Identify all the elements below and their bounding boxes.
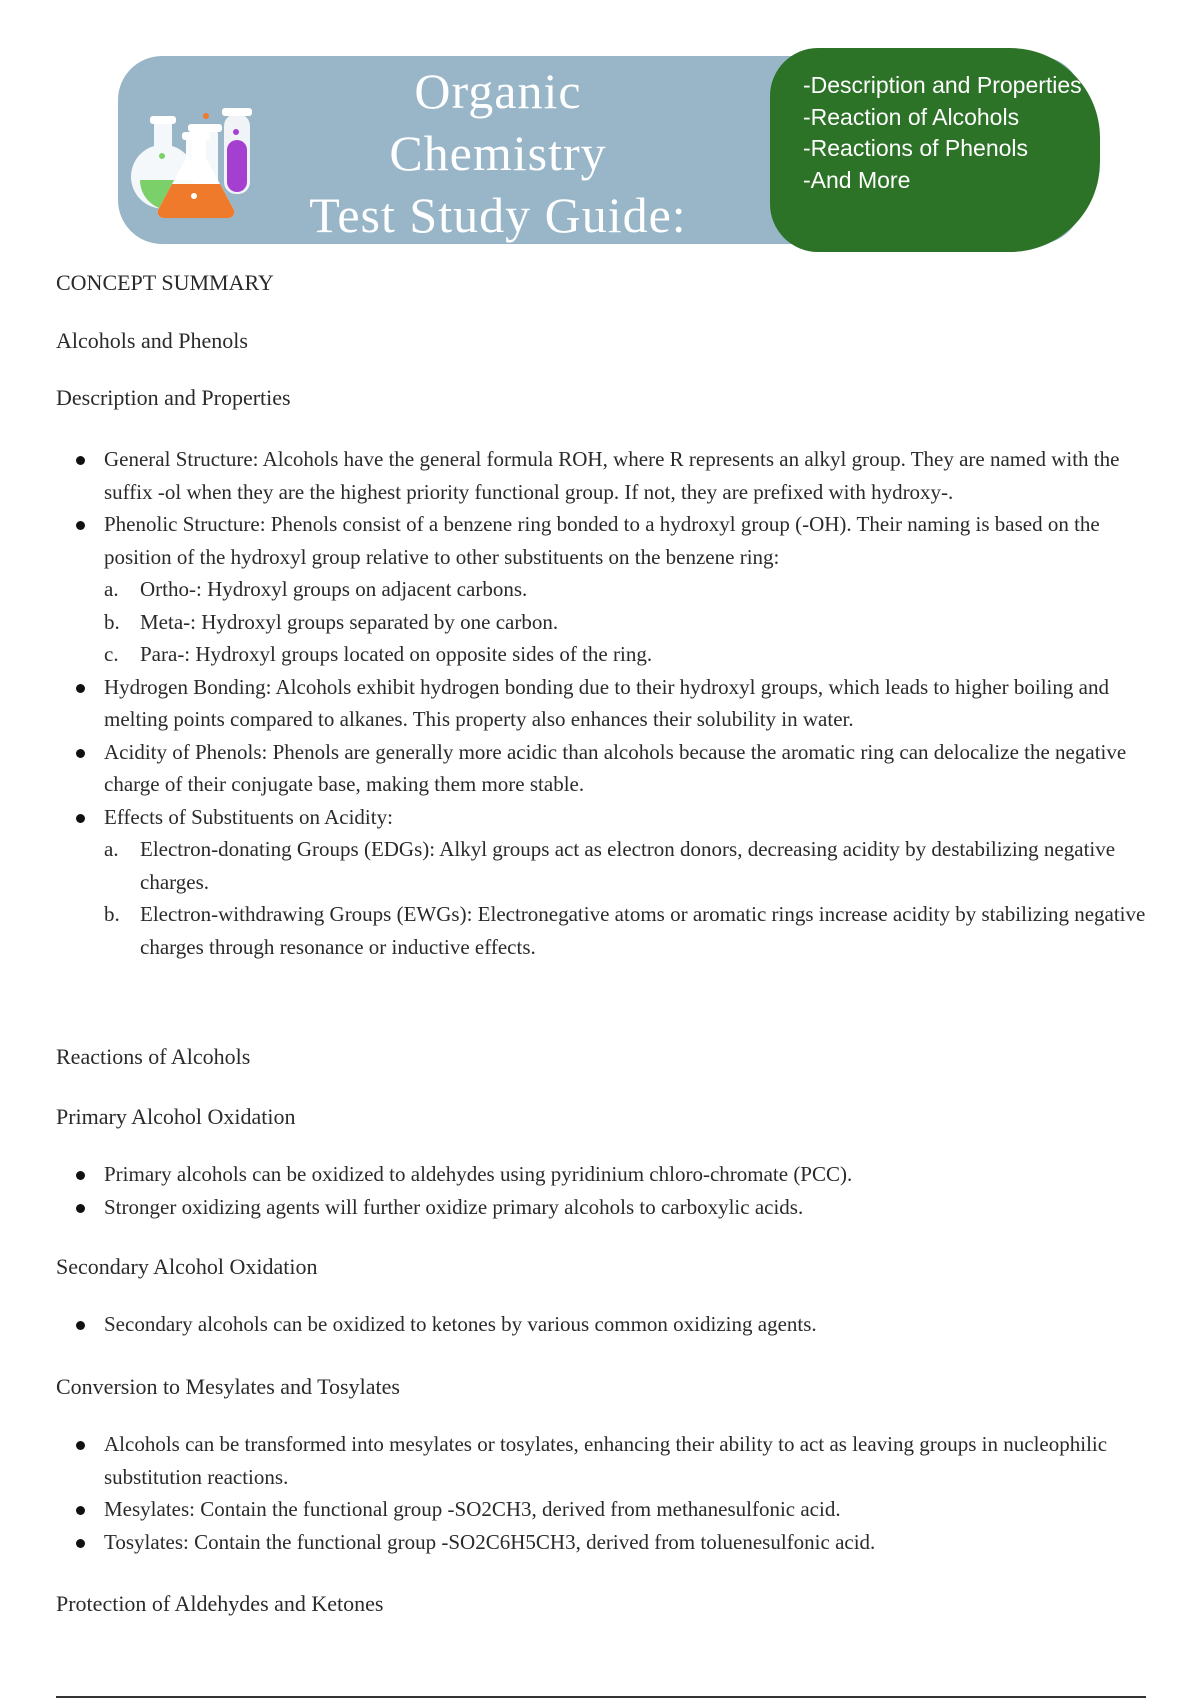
primary-list	[56, 1158, 1146, 1223]
secondary-text: Secondary alcohols can be oxidized to ketones by various common oxidizing agents.	[104, 1312, 817, 1336]
sub-marker: b.	[104, 609, 120, 634]
phenolic-sublist	[104, 573, 1146, 671]
description-properties-heading: Description and Properties	[56, 385, 291, 410]
sub-marker: c.	[104, 642, 119, 666]
sub-marker: a.	[104, 837, 119, 861]
sub-item	[104, 573, 1146, 606]
concept-summary-heading: CONCEPT SUMMARY	[56, 270, 274, 295]
effects-text: Effects of Substituents on Acidity:	[104, 804, 393, 829]
list-item	[56, 1191, 1146, 1224]
bottom-divider	[56, 1696, 1146, 1698]
title-topic: Alcohols	[460, 250, 649, 307]
sub-text: Para-: Hydroxyl groups located on opposite sides of the ring.	[140, 642, 653, 666]
sub-item	[104, 606, 1146, 639]
alcohols-phenols-heading: Alcohols and Phenols	[56, 328, 248, 353]
sub-text: Ortho-: Hydroxyl groups on adjacent carbons.	[140, 577, 528, 601]
sub-text: Meta-: Hydroxyl groups separated by one carbon.	[140, 609, 559, 634]
protection-heading: Protection of Aldehydes and Ketones	[56, 1591, 384, 1616]
list-item	[56, 1428, 1146, 1493]
topic-item: -Reactions of Phenols	[803, 135, 1029, 161]
title-line-2: Test Study Guide:	[309, 187, 687, 243]
title-line-3	[308, 246, 688, 312]
primary-oxidation-heading: Primary Alcohol Oxidation	[56, 1104, 296, 1129]
title-chapter: Ch.5	[347, 250, 461, 307]
list-item	[56, 801, 1146, 964]
sub-text: Electron-withdrawing Groups (EWGs): Electronegative atoms or aromatic rings increase acidity by stabilizing negative charges through resonance or inductive effects.	[140, 902, 1146, 959]
topic-item: -Reaction of Alcohols	[803, 103, 1020, 130]
secondary-oxidation-heading: Secondary Alcohol Oxidation	[56, 1254, 318, 1279]
mesylates-tosylates-heading: Conversion to Mesylates and Tosylates	[56, 1374, 400, 1399]
mesylates-list	[56, 1428, 1146, 1558]
topic-item: -Description and Properties	[803, 72, 1082, 98]
sub-item	[104, 898, 1146, 963]
hydrogen-bonding-text: Hydrogen Bonding: Alcohols exhibit hydrogen bonding due to their hydroxyl groups, which leads to higher boiling and melting points compared to alkanes. This property also enhances their solubility in water.	[104, 674, 1109, 731]
list-item	[56, 1493, 1146, 1526]
banner-title	[308, 60, 688, 312]
general-structure-text: General Structure: Alcohols have the general formula ROH, where R represents an alkyl group. They are named with the suffix -ol when they are the highest priority functional group. If not, they are prefixed with hydroxy-.	[104, 447, 1120, 504]
list-item	[56, 443, 1146, 508]
mesylates-text: Alcohols can be transformed into mesylates or tosylates, enhancing their ability to act as leaving groups in nucleophilic substitution reactions.	[104, 1432, 1108, 1489]
phenolic-structure-text: Phenolic Structure: Phenols consist of a benzene ring bonded to a hydroxyl group (-OH). Their naming is based on the position of the hydroxyl group relative to other substituents on the benzene ring:	[104, 512, 1100, 569]
primary-text: Primary alcohols can be oxidized to aldehydes using pyridinium chloro-chromate (PCC).	[104, 1162, 853, 1186]
list-item	[56, 1158, 1146, 1191]
list-item	[56, 508, 1146, 671]
sub-marker: a.	[104, 577, 119, 601]
title-line-1: Organic Chemistry	[389, 63, 607, 181]
list-item	[56, 736, 1146, 801]
mesylates-text: Tosylates: Contain the functional group -SO2C6H5CH3, derived from toluenesulfonic acid.	[104, 1529, 876, 1554]
list-item	[56, 1308, 1146, 1341]
topics-list	[803, 70, 1083, 196]
description-list	[56, 443, 1146, 963]
sub-item	[104, 638, 1146, 671]
sub-item	[104, 833, 1146, 898]
list-item	[56, 1526, 1146, 1559]
primary-text: Stronger oxidizing agents will further oxidize primary alcohols to carboxylic acids.	[104, 1194, 804, 1219]
reactions-alcohols-heading: Reactions of Alcohols	[56, 1044, 251, 1069]
lab-flasks-icon	[132, 92, 262, 222]
acidity-text: Acidity of Phenols: Phenols are generally more acidic than alcohols because the aromatic ring can delocalize the negative charge of their conjugate base, making them more stable.	[104, 739, 1127, 796]
topic-item: -And More	[803, 166, 911, 193]
secondary-list	[56, 1308, 1146, 1341]
sub-marker: b.	[104, 902, 120, 926]
effects-sublist	[104, 833, 1146, 963]
mesylates-text: Mesylates: Contain the functional group -SO2CH3, derived from methanesulfonic acid.	[104, 1497, 841, 1521]
sub-text: Electron-donating Groups (EDGs): Alkyl groups act as electron donors, decreasing acidity by destabilizing negative charges.	[140, 837, 1116, 894]
list-item	[56, 671, 1146, 736]
